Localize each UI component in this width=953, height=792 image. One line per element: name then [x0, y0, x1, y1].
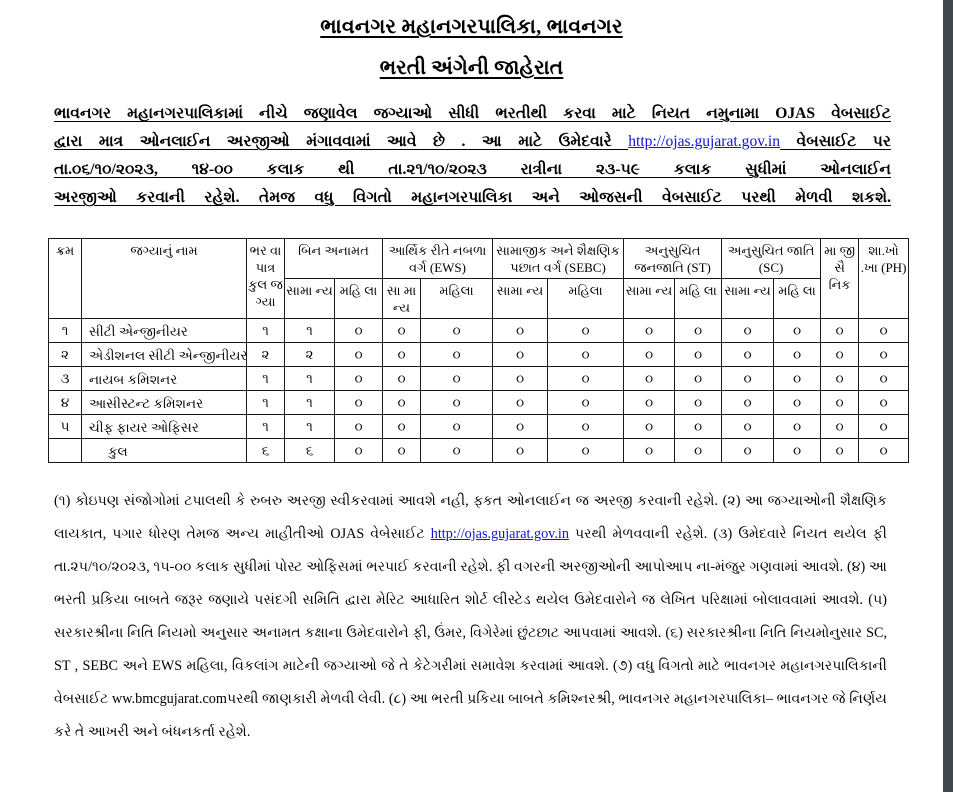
row-cell-ews-female: ૦ — [421, 415, 493, 439]
row-cell-unreserved-general: ૧ — [285, 391, 335, 415]
col-header-serial: ક્રમ — [49, 239, 82, 319]
row-cell-ews-general: ૦ — [383, 439, 421, 463]
row-cell-total: ૧ — [247, 319, 285, 343]
row-cell-sc-general: ૦ — [722, 367, 774, 391]
row-cell-sebc-female: ૦ — [548, 319, 624, 343]
col-header-unreserved: બિન અનામત — [285, 239, 383, 279]
row-cell-ex-serviceman: ૦ — [821, 415, 859, 439]
row-cell-sc-general: ૦ — [722, 415, 774, 439]
row-cell-total: ૨ — [247, 343, 285, 367]
intro-line-4: અરજીઓ કરવાની રહેશે. તેમજ વધુ વિગતો મહાનગરપાલિકા અને ઓજસની વેબસાઈટ પરથી મેળવી શકશે. — [54, 189, 891, 206]
row-cell-ph: ૦ — [859, 319, 909, 343]
col-header-ews: આર્થિક રીતે નબળા વર્ગ (EWS) — [383, 239, 493, 279]
row-cell-st-general: ૦ — [624, 415, 675, 439]
row-cell-sebc-general: ૦ — [493, 415, 548, 439]
row-cell-sc-general: ૦ — [722, 343, 774, 367]
note-5: (૫) સરકારશ્રીના નિતિ નિયમો અનુસાર અનામત કક્ષાના ઉમેદવારોને ફી, ઉંમર, વિગેરેમાં છુંટછાટ આપવામાં આવશે. — [54, 592, 888, 641]
row-cell-sebc-female: ૦ — [548, 391, 624, 415]
note-7-part-b: પરથી જાણકારી મેળવી લેવી. — [226, 691, 386, 707]
row-cell-sc-female: ૦ — [774, 391, 821, 415]
intro-paragraph — [40, 100, 903, 212]
row-cell-sebc-general: ૦ — [493, 367, 548, 391]
row-cell-ph: ૦ — [859, 439, 909, 463]
row-cell-ex-serviceman: ૦ — [821, 367, 859, 391]
row-cell-unreserved-general: ૧ — [285, 367, 335, 391]
col-header-job-name: જગ્યાનું નામ — [82, 239, 247, 319]
intro-line-2-before-link: દ્વારા માત્ર ઓનલાઈન અરજીઓ મંગાવવામાં આવે છે . આ માટે ઉમેદવારે — [54, 133, 629, 150]
row-cell-serial — [49, 439, 82, 463]
intro-line-2-after-link: વેબસાઈટ પર — [780, 133, 891, 150]
subcol-ews-female: મહિલા — [421, 279, 493, 319]
subcol-sebc-female: મહિલા — [548, 279, 624, 319]
page-subtitle-text: ભરતી અંગેની જાહેરાત — [379, 56, 564, 79]
row-cell-ex-serviceman: ૦ — [821, 391, 859, 415]
row-cell-sc-female: ૦ — [774, 415, 821, 439]
row-cell-serial: ૫ — [49, 415, 82, 439]
subcol-st-female: મહિ લા — [675, 279, 722, 319]
subcol-ews-general: સા મા ન્ય — [383, 279, 421, 319]
row-cell-st-female: ૦ — [675, 439, 722, 463]
note-1: (૧) કોઇપણ સંજોગોમાં ટપાલથી કે રુબરુ અરજી સ્વીકરવામાં આવશે નહી, ફ્કત ઓનલાઈન જ અરજી કરવાની રહેશે. — [54, 493, 719, 509]
row-cell-sc-general: ૦ — [722, 319, 774, 343]
subcol-st-general: સામા ન્ય — [624, 279, 675, 319]
row-cell-st-general: ૦ — [624, 391, 675, 415]
row-cell-unreserved-female: ૦ — [335, 319, 383, 343]
table-row-total — [49, 439, 909, 463]
col-header-st: અનુસુચિત જનજાતિ (ST) — [624, 239, 722, 279]
subcol-sc-female: મહિ લા — [774, 279, 821, 319]
row-cell-serial: ૩ — [49, 367, 82, 391]
row-cell-sc-female: ૦ — [774, 367, 821, 391]
row-cell-ex-serviceman: ૦ — [821, 319, 859, 343]
page-subtitle — [40, 58, 903, 79]
note-2-part-a: (૨) આ જગ્યાઓની શૈક્ષણિક લાયકાત, પગાર ધોરણ તેમજ અન્ય માહીતીઓ OJAS વેબેસાઈટ — [54, 493, 888, 542]
row-cell-sc-female: ૦ — [774, 439, 821, 463]
note-3: (૩) ઉમેદવારે નિયત થયેલ ફી તા.૨૫/૧૦/૨૦૨૩, ૧૫-૦૦ કલાક સુધીમાં પોસ્ટ ઓફિસમાં ભરપાઈ કરવાની રહેશે. ફી વગરની અરજીઓની આપોઆપ ના-મંજુર ગણવામાં આવશે. — [54, 526, 887, 575]
col-header-sc: અનુસુચિત જાતિ (SC) — [722, 239, 821, 279]
row-cell-ph: ૦ — [859, 367, 909, 391]
row-cell-ex-serviceman: ૦ — [821, 343, 859, 367]
row-cell-job-name: આસીસ્ટન્ટ કમિશનર — [82, 391, 247, 415]
notes-section — [40, 485, 903, 749]
row-cell-ews-female: ૦ — [421, 343, 493, 367]
row-cell-st-female: ૦ — [675, 415, 722, 439]
note-4: (૪) આ ભરતી પ્રકિયા બાબતે જરૂર જણાયે પસંદગી સમિતિ દ્વારા મેરિટ આધારિત શોર્ટ લીસ્ટેડ થયેલ ઉમેદવારોને જ લેખિત પરિક્ષામાં બોલાવવામાં આવશે. — [54, 559, 888, 608]
row-cell-ph: ૦ — [859, 415, 909, 439]
row-cell-ews-female: ૦ — [421, 319, 493, 343]
row-cell-ews-general: ૦ — [383, 415, 421, 439]
row-cell-ews-general: ૦ — [383, 319, 421, 343]
row-cell-serial: ૪ — [49, 391, 82, 415]
row-cell-job-name: ચીફ ફાયર ઓફિસર — [82, 415, 247, 439]
row-cell-st-general: ૦ — [624, 343, 675, 367]
table-row — [49, 319, 909, 343]
row-cell-st-general: ૦ — [624, 439, 675, 463]
note-7-part-a: (૭) વધુ વિગતો માટે ભાવનગર મહાનગરપાલિકાની વેબસાઈટ — [54, 658, 887, 707]
subcol-sc-general: સામા ન્ય — [722, 279, 774, 319]
row-cell-sebc-general: ૦ — [493, 319, 548, 343]
table-row — [49, 343, 909, 367]
vacancy-table — [48, 238, 909, 463]
row-cell-job-name: એડીશનલ સીટી એન્જીનીયર — [82, 343, 247, 367]
intro-line-1: ભાવનગર મહાનગરપાલિકામાં નીચે જણાવેલ જગ્યાઓ સીધી ભરતીથી કરવા માટે નિયત નમુનામા OJAS વેબસાઈટ — [54, 105, 891, 122]
viewer-right-edge — [943, 0, 953, 792]
row-cell-unreserved-general: ૧ — [285, 415, 335, 439]
row-cell-st-female: ૦ — [675, 391, 722, 415]
row-cell-unreserved-general: ૨ — [285, 343, 335, 367]
row-cell-ews-female: ૦ — [421, 367, 493, 391]
row-cell-sebc-female: ૦ — [548, 415, 624, 439]
row-cell-ews-general: ૦ — [383, 391, 421, 415]
row-cell-unreserved-female: ૦ — [335, 439, 383, 463]
row-cell-total: ૬ — [247, 439, 285, 463]
row-cell-ex-serviceman: ૦ — [821, 439, 859, 463]
row-cell-ews-female: ૦ — [421, 439, 493, 463]
row-cell-ews-female: ૦ — [421, 391, 493, 415]
vacancy-table-body — [49, 319, 909, 463]
bmc-website-text: ww.bmcgujarat.com — [112, 691, 227, 707]
page-title-text: ભાવનગર મહાનગરપાલિકા, ભાવનગર — [320, 16, 623, 38]
vacancy-table-header — [49, 239, 909, 319]
page-title — [40, 17, 903, 38]
row-cell-ph: ૦ — [859, 391, 909, 415]
col-header-total-posts: ભર વા પાત્ર કુલ જ ગ્યા — [247, 239, 285, 319]
row-cell-unreserved-female: ૦ — [335, 391, 383, 415]
row-cell-sebc-general: ૦ — [493, 439, 548, 463]
row-cell-sebc-female: ૦ — [548, 439, 624, 463]
row-cell-st-general: ૦ — [624, 319, 675, 343]
row-cell-st-female: ૦ — [675, 343, 722, 367]
table-row — [49, 367, 909, 391]
row-cell-unreserved-female: ૦ — [335, 367, 383, 391]
row-cell-total: ૧ — [247, 391, 285, 415]
row-cell-serial: ૧ — [49, 319, 82, 343]
note-6: (૬) સરકારશ્રીના નિતિ નિયમોનુસાર SC, ST , SEBC અને EWS મહિલા, વિકલાંગ માટેની જગ્યાઓ જે તે કેટેગરીમાં સમાવેશ કરવામાં આવશે. — [54, 625, 888, 674]
row-cell-total: ૧ — [247, 367, 285, 391]
row-cell-job-name: નાયબ કમિશનર — [82, 367, 247, 391]
subcol-unreserved-female: મહિ લા — [335, 279, 383, 319]
row-cell-sebc-general: ૦ — [493, 343, 548, 367]
row-cell-ews-general: ૦ — [383, 367, 421, 391]
row-cell-sebc-female: ૦ — [548, 367, 624, 391]
subcol-sebc-general: સામા ન્ય — [493, 279, 548, 319]
row-cell-unreserved-general: ૧ — [285, 319, 335, 343]
intro-line-3: તા.૦૬/૧૦/૨૦૨૩, ૧૪-૦૦ કલાક થી તા.૨૧/૧૦/૨૦૨૩ રાત્રીના ૨૩-૫૯ કલાક સુધીમાં ઓનલાઈન — [54, 161, 891, 178]
col-header-sebc: સામાજીક અને શૈક્ષણિક પછાત વર્ગ (SEBC) — [493, 239, 624, 279]
table-row — [49, 415, 909, 439]
table-header-row-top — [49, 239, 909, 279]
row-cell-serial: ૨ — [49, 343, 82, 367]
col-header-ph: શા.ખો .ખા (PH) — [859, 239, 909, 319]
row-cell-ph: ૦ — [859, 343, 909, 367]
note-8: (૮) આ ભરતી પ્રકિયા બાબતે કમિશ્નરશ્રી, ભાવનગર મહાનગરપાલિકા– ભાવનગર જે નિર્ણય કરે તે આખરી અને બંધનકર્તા રહેશે. — [54, 691, 887, 740]
row-cell-job-name: સીટી એન્જીનીયર — [82, 319, 247, 343]
ojas-website-link[interactable]: http://ojas.gujarat.gov.in — [628, 133, 781, 150]
row-cell-st-female: ૦ — [675, 319, 722, 343]
row-cell-sebc-general: ૦ — [493, 391, 548, 415]
row-cell-unreserved-general: ૬ — [285, 439, 335, 463]
row-cell-ews-general: ૦ — [383, 343, 421, 367]
note-2-part-b: પરથી મેળવવાની રહેશે. — [568, 526, 708, 542]
row-cell-sebc-female: ૦ — [548, 343, 624, 367]
row-cell-st-female: ૦ — [675, 367, 722, 391]
col-header-ex-serviceman: મા જી સૈ નિક — [821, 239, 859, 319]
row-cell-total: ૧ — [247, 415, 285, 439]
row-cell-unreserved-female: ૦ — [335, 415, 383, 439]
row-cell-sc-female: ૦ — [774, 343, 821, 367]
row-cell-sc-general: ૦ — [722, 391, 774, 415]
row-cell-sc-general: ૦ — [722, 439, 774, 463]
row-cell-unreserved-female: ૦ — [335, 343, 383, 367]
row-cell-st-general: ૦ — [624, 367, 675, 391]
row-cell-job-name: કુલ — [82, 439, 247, 463]
ojas-website-link-note[interactable]: http://ojas.gujarat.gov.in — [430, 526, 569, 542]
table-row — [49, 391, 909, 415]
row-cell-sc-female: ૦ — [774, 319, 821, 343]
subcol-unreserved-general: સામા ન્ય — [285, 279, 335, 319]
